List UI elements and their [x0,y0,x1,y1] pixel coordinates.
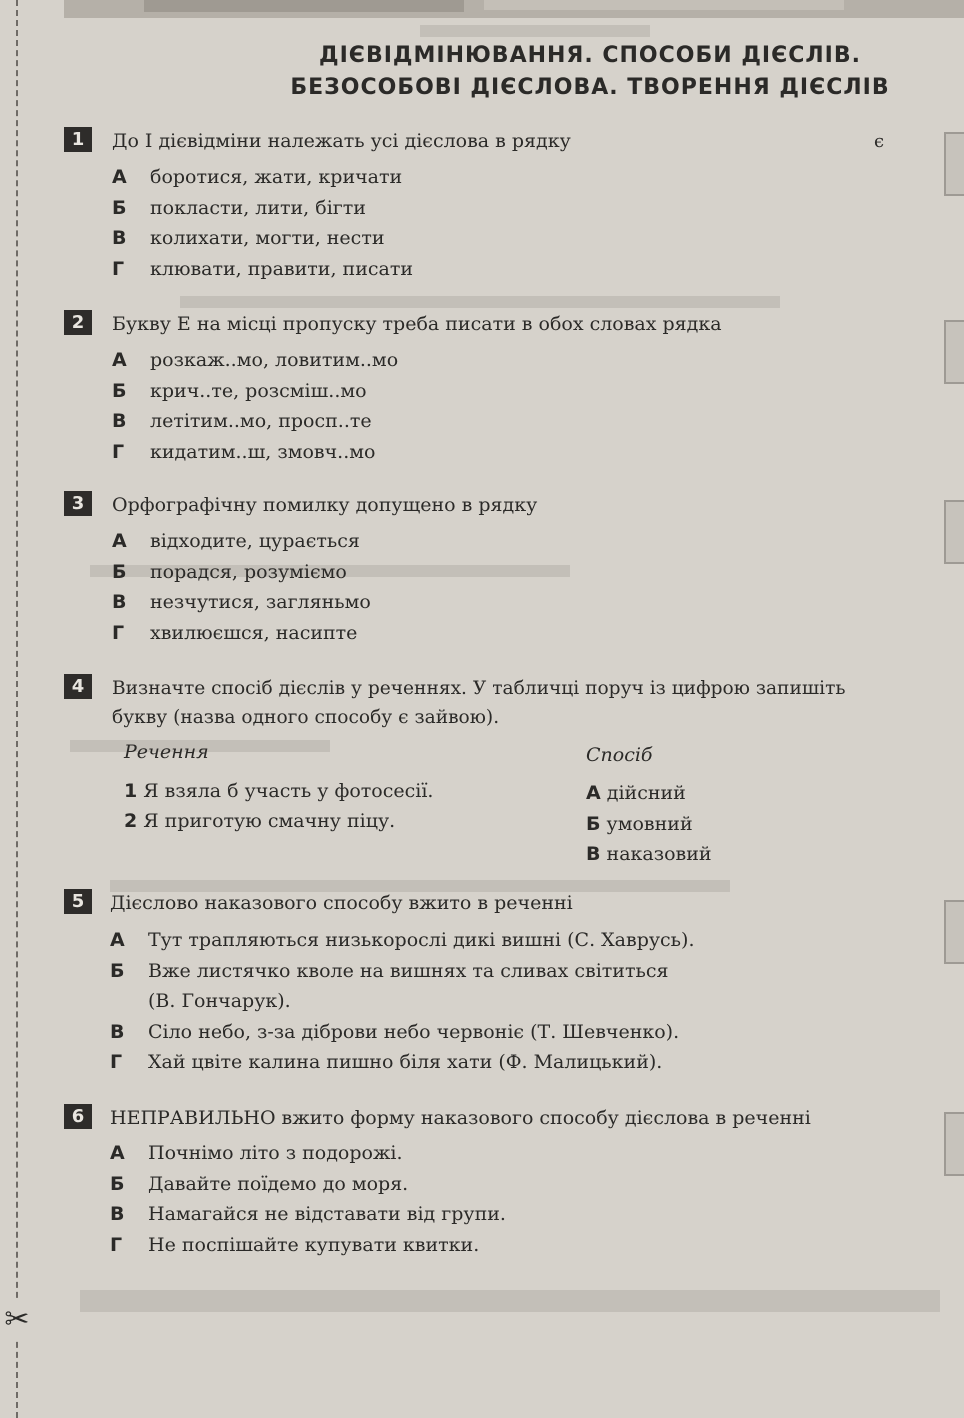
question-number: 6 [64,1104,92,1129]
question-number: 1 [64,127,92,152]
mood-letter: В [586,843,601,865]
option-text: Почнімо літо з подорожі. [148,1142,403,1164]
option-text: порадся, розуміємо [150,560,347,583]
title-line: ДІЄВІДМІНЮВАННЯ. СПОСОБИ ДІЄСЛІВ. [319,43,861,68]
option-letter: А [110,1142,125,1164]
question-text: Букву Е на місці пропуску треба писати в обох словах рядка [112,313,722,335]
option-text: незчутися, загляньмо [150,591,371,613]
option-letter: А [112,530,127,552]
scissors-icon: ✂ [2,1300,32,1340]
title-line: БЕЗОСОБОВІ ДІЄСЛОВА. ТВОРЕННЯ ДІЄСЛІВ [290,75,890,100]
option-h[interactable] [112,437,962,468]
question-5 [64,889,964,1089]
option-letter: В [112,591,127,613]
option-text: Намагайся не відставати від групи. [148,1203,506,1225]
mood-letter: Б [586,813,601,835]
option-letter: Г [110,1233,123,1256]
option-letter: В [110,1020,125,1043]
option-letter: Г [112,257,125,280]
mood-letter: А [586,782,601,804]
question-2 [64,310,964,470]
sentence-row [124,810,395,832]
option-text: Вже листячко кволе на вишнях та сливах світиться [148,959,669,982]
option-letter: Б [112,560,127,583]
bleed-through-text [420,25,650,37]
question-3 [64,491,964,651]
option-h[interactable] [112,254,962,285]
option-text: Хай цвіте калина пишно біля хати (Ф. Малицький). [148,1051,663,1073]
option-a[interactable] [110,925,960,956]
option-h[interactable] [112,618,962,649]
mood-option[interactable] [586,782,686,804]
option-text: Не поспішайте купувати квитки. [148,1233,480,1256]
question-text-line: букву (назва одного способу є зайвою). [112,707,500,728]
question-number: 4 [64,674,92,699]
question-4 [64,674,964,874]
option-letter: А [112,349,127,371]
column-header-mood: Спосіб [586,744,653,766]
question-1 [64,127,964,287]
option-a[interactable] [112,162,962,193]
column-header-sentences: Речення [124,741,209,763]
header-shade [144,0,464,12]
question-text: НЕПРАВИЛЬНО вжито форму наказового способу дієслова в реченні [110,1107,811,1129]
option-b[interactable] [112,557,962,588]
option-text: Тут трапляються низькорослі дикі вишні (С. Хаврусь). [148,929,695,951]
option-letter: Г [112,621,125,644]
option-letter: Г [110,1051,123,1073]
option-b[interactable] [112,376,962,407]
cut-line [16,0,18,1418]
sentence-text: Я взяла б участь у фотосесії. [143,780,434,802]
option-text: Сіло небо, з-за діброви небо червоніє (Т. Шевченко). [148,1020,680,1043]
stray-mark: є [874,131,885,152]
option-letter: В [112,227,127,249]
option-a[interactable] [112,345,962,376]
option-v[interactable] [112,587,962,618]
mood-text: наказовий [606,843,712,865]
option-text: Давайте поїдемо до моря. [148,1172,409,1195]
sentence-row [124,780,433,802]
option-b[interactable] [112,193,962,224]
header-shade [484,0,844,10]
option-v[interactable] [112,406,962,437]
question-number: 2 [64,310,92,335]
option-text: хвилюєшся, насипте [150,621,358,644]
option-b-continuation [110,986,960,1017]
question-text: Дієслово наказового способу вжито в реченні [110,892,573,914]
bleed-through-text [180,296,780,308]
question-text [112,674,962,732]
question-text-line: Визначте спосіб дієслів у реченнях. У табличці поруч із цифрою запишіть [112,678,846,699]
option-a[interactable] [110,1138,960,1169]
option-text: (В. Гончарук). [148,990,291,1012]
option-b[interactable] [110,956,960,987]
option-h[interactable] [110,1047,960,1078]
option-letter: Б [110,959,125,982]
bleed-through-text [80,1290,940,1312]
option-letter: В [112,410,127,432]
question-text: До І дієвідміни належать усі дієслова в рядку [112,130,571,152]
option-text: розкаж..мо, ловитим..мо [150,349,399,371]
option-letter: Б [112,196,127,219]
question-number: 3 [64,491,92,516]
option-text: крич..те, розсміш..мо [150,379,367,402]
option-text: кидатим..ш, змовч..мо [150,440,376,463]
option-text: колихати, могти, нести [150,227,385,249]
question-text: Орфографічну помилку допущено в рядку [112,494,538,516]
question-6 [64,1104,964,1274]
option-letter: А [110,929,125,951]
top-header-strip [64,0,964,18]
option-text: покласти, лити, бігти [150,196,366,219]
mood-text: дійсний [606,782,686,804]
option-text: летітим..мо, просп..те [150,410,372,432]
mood-text: умовний [606,813,693,835]
page-title [240,40,940,104]
option-letter: А [112,166,127,188]
option-b[interactable] [110,1169,960,1200]
mood-option[interactable] [586,843,712,865]
mood-option[interactable] [586,813,693,835]
option-letter: В [110,1203,125,1225]
option-letter: Б [112,379,127,402]
sentence-number: 1 [124,780,138,802]
option-v[interactable] [110,1017,960,1048]
option-text: клювати, правити, писати [150,257,414,280]
sentence-text: Я приготую смачну піцу. [143,810,396,832]
sentence-number: 2 [124,810,138,832]
option-text: відходите, цурається [150,530,360,552]
option-v[interactable] [112,223,962,254]
option-letter: Б [110,1172,125,1195]
option-v[interactable] [110,1199,960,1230]
question-number: 5 [64,889,92,914]
option-h[interactable] [110,1230,960,1261]
option-text: боротися, жати, кричати [150,166,403,188]
option-a[interactable] [112,526,962,557]
option-letter: Г [112,440,125,463]
